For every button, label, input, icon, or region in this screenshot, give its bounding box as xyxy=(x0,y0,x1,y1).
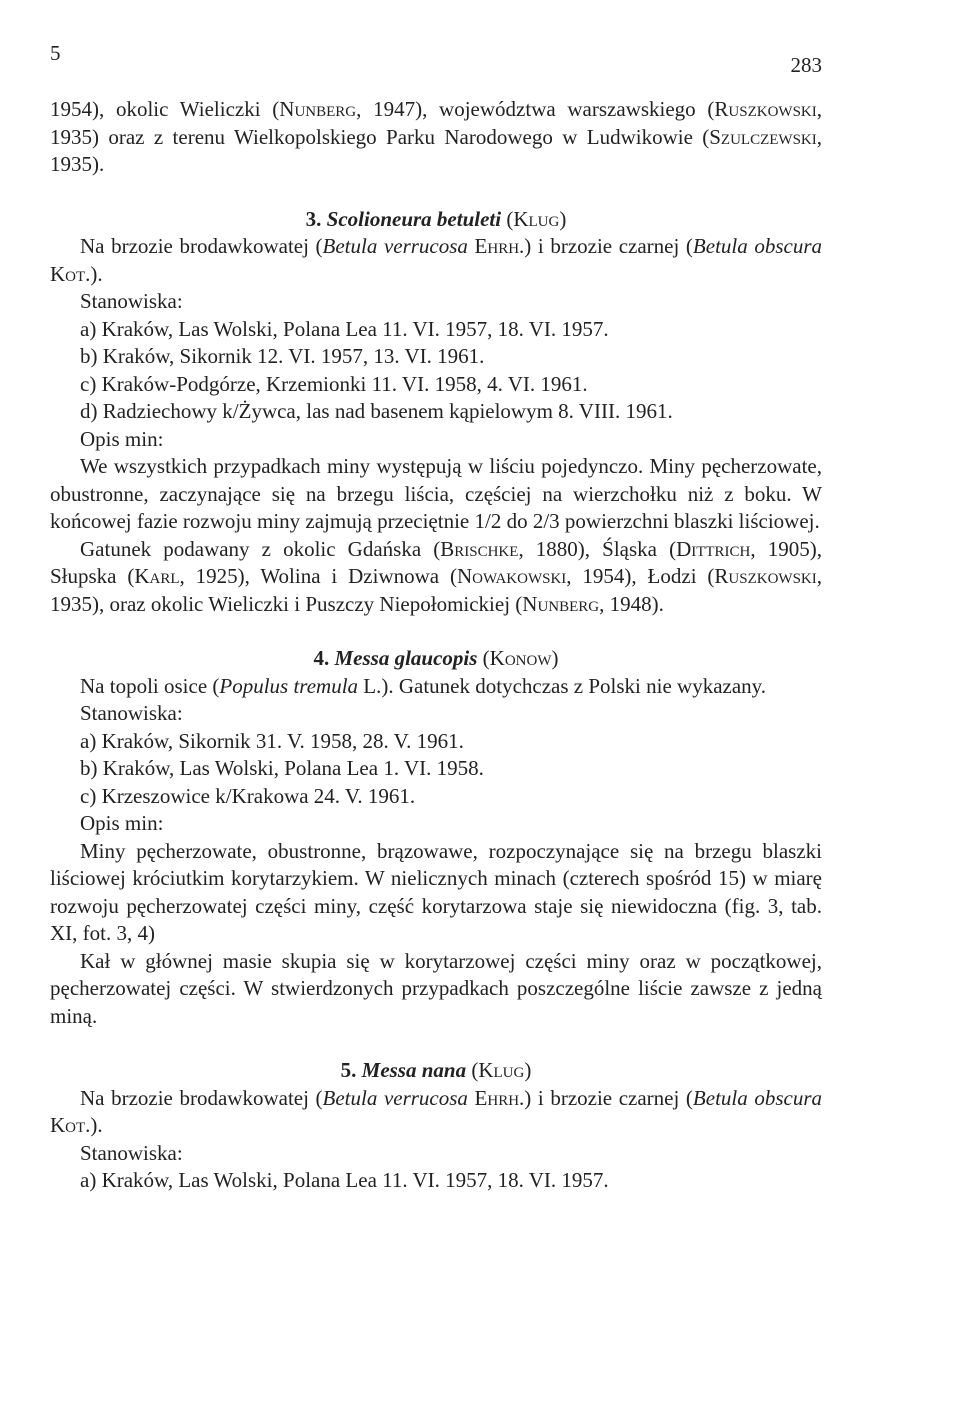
intro-paragraph: 1954), okolic Wieliczki (Nunberg, 1947), województwa warszawskiego (Ruszkowski, 1935) oraz z terenu Wielkopolskiego Parku Narodowego w Ludwikowie (Szulczewski, 1935). xyxy=(50,97,822,176)
section-3-site: b) Kraków, Sikornik 12. VI. 1957, 13. VI. 1961. xyxy=(80,344,485,368)
section-3-site: a) Kraków, Las Wolski, Polana Lea 11. VI. 1957, 18. VI. 1957. xyxy=(80,316,609,341)
section-3-site: c) Kraków-Podgórze, Krzemionki 11. VI. 1958, 4. VI. 1961. xyxy=(80,371,588,396)
section-4-site: b) Kraków, Las Wolski, Polana Lea 1. VI. 1958. xyxy=(80,756,484,780)
page-marker-left: 5 xyxy=(50,41,61,65)
section-3-stanowiska-label: Stanowiska: xyxy=(80,289,183,313)
section-4-site: c) Krzeszowice k/Krakowa 24. V. 1961. xyxy=(80,783,416,808)
section-5-heading: 5. Messa nana (Klug) xyxy=(340,1058,532,1082)
section-5-site: a) Kraków, Las Wolski, Polana Lea 11. VI. 1957, 18. VI. 1957. xyxy=(80,1168,609,1192)
section-3-host: Na brzozie brodawkowatej (Betula verrucosa Ehrh.) i brzozie czarnej (Betula obscura Kot.). xyxy=(50,234,823,286)
section-4-opis-label: Opis min: xyxy=(80,811,164,835)
document-body xyxy=(50,96,822,1195)
section-3-description: We wszystkich przypadkach miny występują w liściu pojedynczo. Miny pęcherzowate, obustronne, zaczynające się na brzegu liścia, częściej na wierzchołku niż z boku. W końcowej fazie rozwoju miny zajmują przeciętnie 1/2 do 2/3 powierzchni blaszki liściowej. xyxy=(50,454,822,533)
section-3-heading: 3. Scolioneura betuleti (Klug) xyxy=(305,206,567,231)
section-4-stanowiska-label: Stanowiska: xyxy=(80,701,183,725)
section-5-host: Na brzozie brodawkowatej (Betula verrucosa Ehrh.) i brzozie czarnej (Betula obscura Kot.). xyxy=(50,1085,823,1137)
section-4-frass-note: Kał w głównej masie skupia się w korytarzowej części miny oraz w początkowej, pęcherzowatej części. W stwierdzonych przypadkach poszczególne liście zawsze z jedną miną. xyxy=(50,948,822,1028)
section-3-distribution: Gatunek podawany z okolic Gdańska (Brischke, 1880), Śląska (Dittrich, 1905), Słupska (Karl, 1925), Wolina i Dziwnowa (Nowakowski, 1954), Łodzi (Ruszkowski, 1935), oraz okolic Wieliczki i Puszczy Niepołomickiej (Nunberg, 1948). xyxy=(50,536,822,616)
section-5-stanowiska-label: Stanowiska: xyxy=(80,1140,183,1165)
page-number: 283 xyxy=(790,53,822,77)
section-4-host: Na topoli osice (Populus tremula L.). Gatunek dotychczas z Polski nie wykazany. xyxy=(80,673,767,698)
section-3-opis-label: Opis min: xyxy=(80,426,164,451)
section-4-heading: 4. Messa glaucopis (Konow) xyxy=(313,646,559,670)
section-4-description: Miny pęcherzowate, obustronne, brązowawe, rozpoczynające się na brzegu blaszki liściowej króciutkim korytarzykiem. W nielicznych minach (czterech spośród 15) w miarę rozwoju pęcherzowatej części miny, część korytarzowa staje się niewidoczna (fig. 3, tab. XI, fot. 3, 4) xyxy=(50,838,822,945)
section-4-site: a) Kraków, Sikornik 31. V. 1958, 28. V. 1961. xyxy=(80,728,464,753)
section-3-site: d) Radziechowy k/Żywca, las nad basenem kąpielowym 8. VIII. 1961. xyxy=(80,399,673,423)
